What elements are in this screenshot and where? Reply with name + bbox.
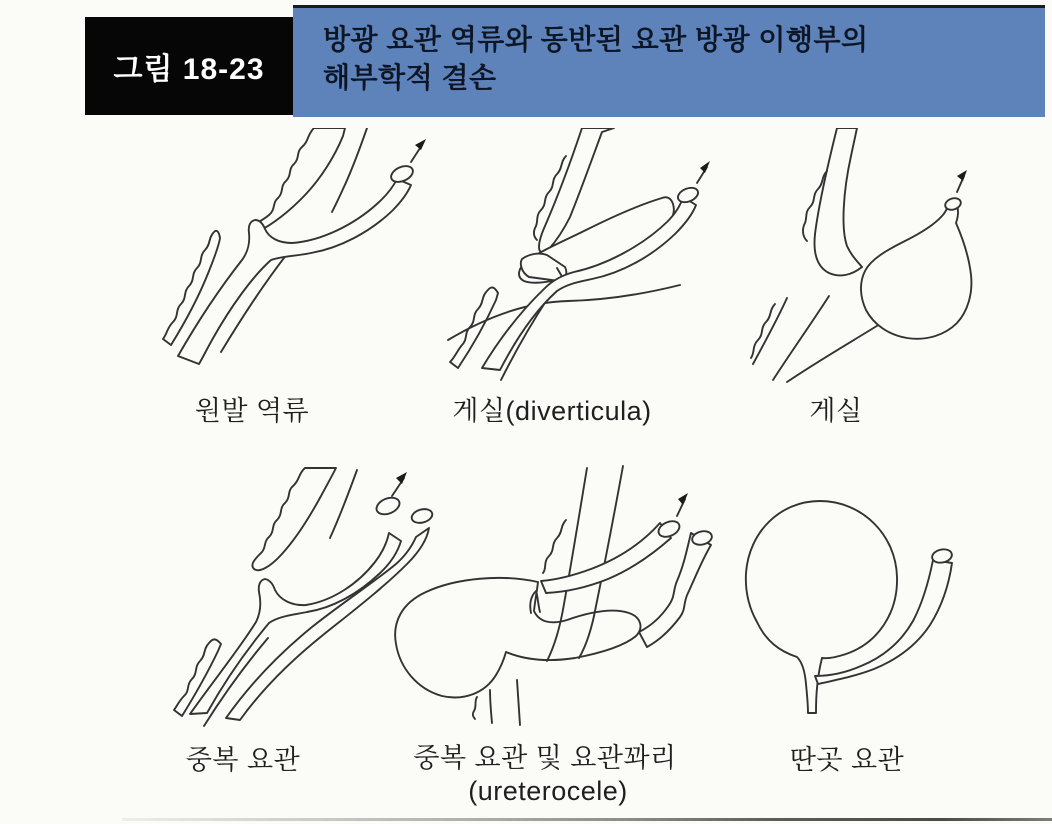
bladder-wall-upper — [251, 128, 345, 232]
page-bottom-rule — [122, 818, 1052, 821]
bladder-wall-upper — [815, 128, 862, 275]
reflux-arrow-icon — [957, 170, 967, 192]
drawing-primary-reflux — [150, 128, 450, 383]
diverticulum-base-line — [787, 324, 880, 382]
caption-ureterocele-sub: (ureterocele) — [468, 776, 628, 806]
reflux-arrow-icon — [411, 139, 426, 162]
reflux-arrow-icon — [697, 161, 710, 183]
caption-diverticulum: 게실 — [809, 396, 863, 426]
caption-duplicated-ureter: 중복 요관 — [185, 745, 301, 775]
reflux-arrow-icon — [677, 493, 688, 516]
caption-ectopic-ureter: 딴곳 요관 — [789, 745, 905, 775]
figure-title-line2: 해부학적 결손 — [323, 62, 497, 93]
caption-primary-reflux: 원발 역류 — [194, 396, 310, 426]
figure-number-label: 그림 18-23 — [85, 17, 293, 115]
wall-serration — [543, 520, 566, 573]
caption-ureterocele: 중복 요관 및 요관꽈리 — [413, 743, 677, 773]
diverticulum-sac — [861, 204, 971, 339]
bladder-wall-upper — [252, 468, 336, 570]
ureteral-orifice — [389, 163, 416, 185]
ureteral-orifice — [944, 196, 963, 211]
bladder-wall-lower-line — [753, 298, 787, 364]
drawing-diverticula — [430, 128, 730, 383]
ureteral-orifice — [676, 185, 700, 205]
bladder-neck-line2 — [517, 680, 520, 725]
drawing-ectopic-ureter — [730, 455, 1050, 755]
drawing-ureterocele — [390, 450, 730, 760]
figure-title-banner — [293, 5, 1045, 117]
neck-serration — [473, 697, 477, 719]
bladder-neck-line1 — [490, 690, 492, 723]
bladder-mucosa-line — [330, 470, 357, 538]
drawing-diverticulum-large — [730, 128, 1030, 390]
ureter-tube-upper — [190, 533, 401, 714]
figure-title-line1: 방광 요관 역류와 동반된 요관 방광 이행부의 — [323, 24, 869, 55]
caption-diverticula: 게실(diverticula) — [452, 396, 652, 426]
